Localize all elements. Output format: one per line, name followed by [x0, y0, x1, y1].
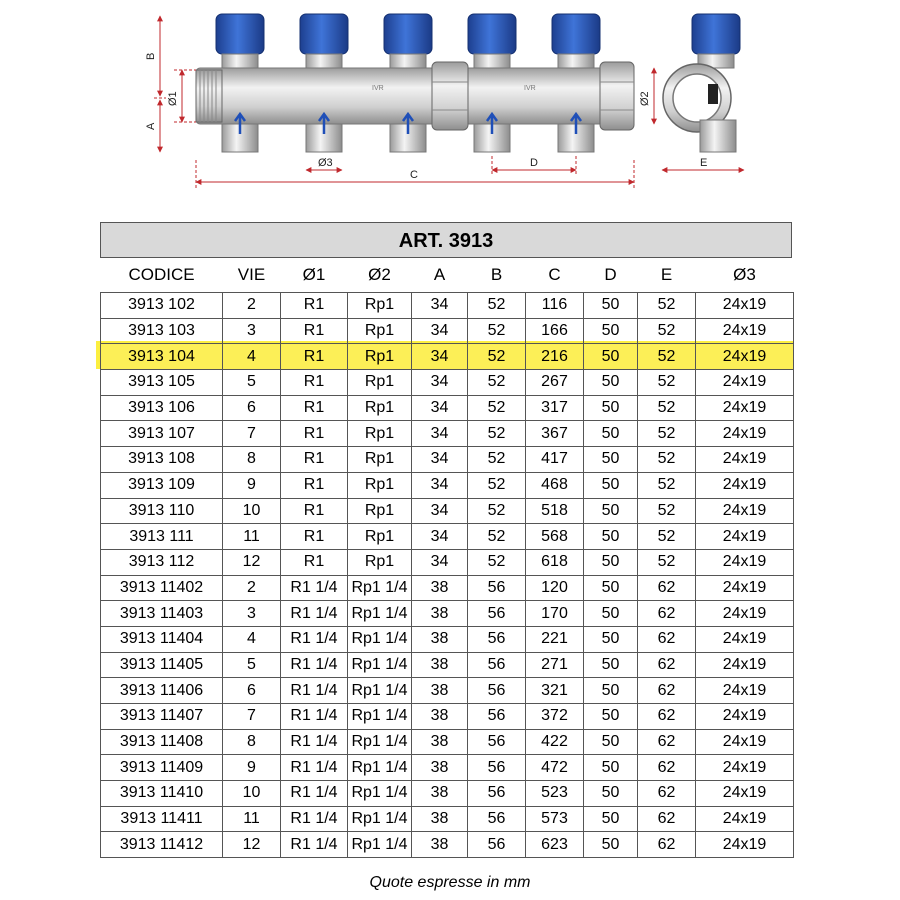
dim-label-b: B — [145, 52, 157, 60]
table-cell: Rp1 1/4 — [348, 601, 412, 627]
table-cell: 3913 11408 — [101, 729, 223, 755]
table-cell: 38 — [412, 755, 468, 781]
table-cell: 38 — [412, 729, 468, 755]
table-row — [101, 704, 794, 730]
table-cell: R1 — [281, 447, 348, 473]
table-cell: 623 — [526, 832, 584, 858]
table-cell: 3913 107 — [101, 421, 223, 447]
table-cell: 38 — [412, 652, 468, 678]
table-cell: Rp1 1/4 — [348, 704, 412, 730]
svg-text:IVR: IVR — [524, 85, 536, 92]
table-cell: 5 — [223, 652, 281, 678]
table-cell: 38 — [412, 704, 468, 730]
table-cell: 52 — [468, 395, 526, 421]
table-cell: 52 — [468, 293, 526, 319]
table-cell: 50 — [584, 806, 638, 832]
table-cell: 34 — [412, 318, 468, 344]
table-cell: 24x19 — [696, 678, 794, 704]
table-cell: 62 — [638, 755, 696, 781]
table-cell: 3913 102 — [101, 293, 223, 319]
table-cell: 62 — [638, 652, 696, 678]
table-cell: 3913 111 — [101, 524, 223, 550]
table-cell: 523 — [526, 781, 584, 807]
table-cell: 24x19 — [696, 575, 794, 601]
table-cell: 38 — [412, 678, 468, 704]
table-row — [101, 806, 794, 832]
table-cell: 24x19 — [696, 652, 794, 678]
table-cell: 62 — [638, 626, 696, 652]
table-cell: R1 1/4 — [281, 575, 348, 601]
table-cell: 372 — [526, 704, 584, 730]
table-cell: 38 — [412, 626, 468, 652]
table-cell: 52 — [468, 524, 526, 550]
table-cell: 9 — [223, 472, 281, 498]
table-cell: R1 1/4 — [281, 729, 348, 755]
table-cell: Rp1 — [348, 472, 412, 498]
table-cell: Rp1 1/4 — [348, 755, 412, 781]
table-cell: 518 — [526, 498, 584, 524]
table-cell: 56 — [468, 729, 526, 755]
table-cell: 7 — [223, 704, 281, 730]
table-cell: 24x19 — [696, 395, 794, 421]
table-cell: 24x19 — [696, 293, 794, 319]
table-cell: 12 — [223, 832, 281, 858]
table-cell: 50 — [584, 498, 638, 524]
table-cell: 24x19 — [696, 318, 794, 344]
table-cell: R1 — [281, 344, 348, 370]
table-cell: Rp1 1/4 — [348, 575, 412, 601]
table-cell: 3913 11407 — [101, 704, 223, 730]
table-cell: 50 — [584, 370, 638, 396]
table-row — [101, 626, 794, 652]
table-cell: 3913 106 — [101, 395, 223, 421]
table-row — [101, 447, 794, 473]
table-cell: 3913 11402 — [101, 575, 223, 601]
table-cell: R1 — [281, 472, 348, 498]
table-cell: 34 — [412, 395, 468, 421]
table-cell: Rp1 — [348, 344, 412, 370]
table-cell: 56 — [468, 678, 526, 704]
table-cell: 10 — [223, 498, 281, 524]
table-cell: 3913 105 — [101, 370, 223, 396]
table-cell: 56 — [468, 806, 526, 832]
table-cell: 3913 11405 — [101, 652, 223, 678]
table-cell: 166 — [526, 318, 584, 344]
table-cell: 317 — [526, 395, 584, 421]
table-cell: 34 — [412, 524, 468, 550]
table-cell: R1 — [281, 318, 348, 344]
table-cell: 3913 11403 — [101, 601, 223, 627]
table-cell: 3913 112 — [101, 549, 223, 575]
table-cell: 8 — [223, 447, 281, 473]
table-row — [101, 729, 794, 755]
table-cell: 52 — [468, 498, 526, 524]
table-cell: 56 — [468, 601, 526, 627]
table-cell: 38 — [412, 806, 468, 832]
table-cell: Rp1 1/4 — [348, 781, 412, 807]
table-cell: 120 — [526, 575, 584, 601]
table-cell: 24x19 — [696, 832, 794, 858]
table-cell: 62 — [638, 601, 696, 627]
table-cell: R1 — [281, 421, 348, 447]
table-cell: 38 — [412, 575, 468, 601]
table-cell: 62 — [638, 832, 696, 858]
table-row — [101, 370, 794, 396]
table-cell: Rp1 — [348, 498, 412, 524]
table-cell: 38 — [412, 601, 468, 627]
table-cell: 52 — [468, 549, 526, 575]
table-cell: 3 — [223, 318, 281, 344]
table-cell: 52 — [468, 344, 526, 370]
table-cell: R1 1/4 — [281, 652, 348, 678]
table-cell: 52 — [638, 421, 696, 447]
table-cell: 2 — [223, 293, 281, 319]
table-row — [101, 601, 794, 627]
table-cell: 52 — [638, 549, 696, 575]
table-cell: Rp1 1/4 — [348, 626, 412, 652]
table-cell: R1 — [281, 549, 348, 575]
table-row — [101, 781, 794, 807]
table-cell: 50 — [584, 832, 638, 858]
table-cell: Rp1 — [348, 447, 412, 473]
table-row — [101, 678, 794, 704]
table-row — [101, 575, 794, 601]
table-cell: 472 — [526, 755, 584, 781]
spec-table-container — [100, 222, 792, 858]
dim-label-e: E — [700, 157, 708, 169]
table-cell: 6 — [223, 678, 281, 704]
table-cell: 24x19 — [696, 781, 794, 807]
table-cell: R1 1/4 — [281, 806, 348, 832]
dim-label-d2: Ø2 — [639, 91, 651, 106]
table-cell: Rp1 — [348, 421, 412, 447]
table-cell: 56 — [468, 575, 526, 601]
table-cell: 52 — [468, 421, 526, 447]
header-d: D — [604, 265, 617, 284]
table-row — [101, 498, 794, 524]
table-cell: 618 — [526, 549, 584, 575]
table-cell: 52 — [638, 524, 696, 550]
table-cell: 3913 11404 — [101, 626, 223, 652]
table-cell: 573 — [526, 806, 584, 832]
table-cell: 56 — [468, 704, 526, 730]
table-cell: 3913 109 — [101, 472, 223, 498]
manifold-side-view — [663, 14, 740, 152]
dim-label-d1: Ø1 — [167, 91, 179, 106]
table-row — [101, 472, 794, 498]
table-cell: Rp1 1/4 — [348, 652, 412, 678]
table-cell: 34 — [412, 549, 468, 575]
table-row — [101, 549, 794, 575]
table-cell: 62 — [638, 781, 696, 807]
table-cell: 52 — [638, 447, 696, 473]
header-vie: VIE — [237, 265, 266, 284]
table-cell: 50 — [584, 472, 638, 498]
table-cell: 34 — [412, 472, 468, 498]
table-cell: 3913 11409 — [101, 755, 223, 781]
table-cell: R1 1/4 — [281, 678, 348, 704]
table-cell: 50 — [584, 652, 638, 678]
table-cell: 3913 11410 — [101, 781, 223, 807]
table-cell: 422 — [526, 729, 584, 755]
header-e: E — [660, 265, 673, 284]
table-cell: 34 — [412, 421, 468, 447]
table-cell: 52 — [468, 472, 526, 498]
table-cell: 116 — [526, 293, 584, 319]
table-cell: 24x19 — [696, 421, 794, 447]
header-d2: Ø2 — [368, 265, 391, 284]
table-cell: 3913 11406 — [101, 678, 223, 704]
table-cell: 62 — [638, 704, 696, 730]
table-cell: 50 — [584, 421, 638, 447]
table-cell: R1 — [281, 395, 348, 421]
table-cell: R1 — [281, 293, 348, 319]
table-title: ART. 3913 — [100, 222, 792, 258]
table-cell: 50 — [584, 575, 638, 601]
table-cell: Rp1 1/4 — [348, 832, 412, 858]
table-row — [101, 652, 794, 678]
table-row — [101, 832, 794, 858]
table-cell: 34 — [412, 370, 468, 396]
table-cell: 321 — [526, 678, 584, 704]
header-b: B — [490, 265, 503, 284]
table-cell: 24x19 — [696, 806, 794, 832]
table-cell: 267 — [526, 370, 584, 396]
table-cell: 52 — [638, 395, 696, 421]
table-cell: 50 — [584, 395, 638, 421]
table-cell: 24x19 — [696, 344, 794, 370]
table-cell: 38 — [412, 832, 468, 858]
table-cell: 34 — [412, 293, 468, 319]
table-cell: 24x19 — [696, 729, 794, 755]
spec-table — [100, 258, 794, 858]
table-cell: 50 — [584, 781, 638, 807]
table-cell: 52 — [638, 318, 696, 344]
header-d3: Ø3 — [733, 265, 756, 284]
table-cell: Rp1 1/4 — [348, 729, 412, 755]
table-cell: 24x19 — [696, 447, 794, 473]
table-cell: 5 — [223, 370, 281, 396]
table-cell: 50 — [584, 729, 638, 755]
table-cell: 62 — [638, 678, 696, 704]
table-cell: 3913 11411 — [101, 806, 223, 832]
table-cell: 24x19 — [696, 472, 794, 498]
table-cell: 12 — [223, 549, 281, 575]
table-cell: Rp1 — [348, 524, 412, 550]
table-body — [101, 293, 794, 858]
table-cell: 52 — [468, 318, 526, 344]
footnote: Quote espresse in mm — [369, 874, 531, 891]
table-cell: 468 — [526, 472, 584, 498]
table-cell: 271 — [526, 652, 584, 678]
table-cell: 50 — [584, 318, 638, 344]
table-cell: 367 — [526, 421, 584, 447]
table-cell: 50 — [584, 601, 638, 627]
header-d1: Ø1 — [302, 265, 326, 284]
table-cell: R1 — [281, 498, 348, 524]
table-cell: 24x19 — [696, 755, 794, 781]
table-cell: 52 — [468, 447, 526, 473]
table-cell: R1 — [281, 524, 348, 550]
table-cell: 11 — [223, 524, 281, 550]
svg-text:IVR: IVR — [372, 85, 384, 92]
table-cell: 4 — [223, 344, 281, 370]
table-cell: 50 — [584, 447, 638, 473]
table-cell: 11 — [223, 806, 281, 832]
table-cell: Rp1 — [348, 549, 412, 575]
table-cell: Rp1 1/4 — [348, 678, 412, 704]
table-cell: 4 — [223, 626, 281, 652]
table-row — [101, 318, 794, 344]
table-cell: 24x19 — [696, 498, 794, 524]
table-cell: 3 — [223, 601, 281, 627]
table-cell: 24x19 — [696, 524, 794, 550]
table-cell: 9 — [223, 755, 281, 781]
table-cell: 170 — [526, 601, 584, 627]
table-cell: 50 — [584, 344, 638, 370]
table-cell: 56 — [468, 755, 526, 781]
table-cell: 34 — [412, 344, 468, 370]
table-cell: 50 — [584, 524, 638, 550]
table-cell: R1 1/4 — [281, 626, 348, 652]
dim-label-d: D — [530, 157, 538, 169]
table-cell: Rp1 — [348, 370, 412, 396]
table-cell: 62 — [638, 575, 696, 601]
table-cell: 417 — [526, 447, 584, 473]
header-c: C — [548, 265, 561, 284]
table-cell: 56 — [468, 832, 526, 858]
manifold-body — [196, 62, 634, 130]
table-cell: 50 — [584, 755, 638, 781]
table-cell: 3913 108 — [101, 447, 223, 473]
table-cell: R1 1/4 — [281, 704, 348, 730]
table-cell: Rp1 — [348, 318, 412, 344]
table-cell: 3913 104 — [101, 344, 223, 370]
table-cell: 6 — [223, 395, 281, 421]
table-cell: 34 — [412, 498, 468, 524]
table-cell: R1 1/4 — [281, 832, 348, 858]
table-cell: 50 — [584, 678, 638, 704]
table-cell: 3913 11412 — [101, 832, 223, 858]
table-cell: 52 — [638, 344, 696, 370]
table-cell: 24x19 — [696, 549, 794, 575]
table-cell: 38 — [412, 781, 468, 807]
table-row — [101, 755, 794, 781]
table-cell: 24x19 — [696, 704, 794, 730]
table-cell: 50 — [584, 626, 638, 652]
table-row — [101, 344, 794, 370]
manifold-technical-drawing — [0, 0, 900, 210]
table-cell: 56 — [468, 626, 526, 652]
table-row — [101, 293, 794, 319]
table-cell: Rp1 — [348, 395, 412, 421]
table-cell: Rp1 — [348, 293, 412, 319]
table-cell: R1 1/4 — [281, 755, 348, 781]
table-cell: R1 1/4 — [281, 601, 348, 627]
table-cell: 3913 103 — [101, 318, 223, 344]
table-cell: 34 — [412, 447, 468, 473]
table-row — [101, 524, 794, 550]
header-codice: CODICE — [128, 265, 195, 284]
table-cell: 52 — [638, 498, 696, 524]
table-cell: 221 — [526, 626, 584, 652]
table-header-row — [101, 258, 794, 293]
dim-label-a: A — [145, 122, 157, 130]
table-cell: Rp1 1/4 — [348, 806, 412, 832]
table-cell: 24x19 — [696, 601, 794, 627]
table-cell: 50 — [584, 704, 638, 730]
table-cell: 50 — [584, 293, 638, 319]
table-row — [101, 395, 794, 421]
table-cell: 8 — [223, 729, 281, 755]
table-cell: 568 — [526, 524, 584, 550]
table-cell: 24x19 — [696, 370, 794, 396]
table-cell: 52 — [638, 293, 696, 319]
table-cell: 24x19 — [696, 626, 794, 652]
header-a: A — [433, 265, 446, 284]
table-cell: 52 — [638, 370, 696, 396]
table-cell: 7 — [223, 421, 281, 447]
table-cell: 62 — [638, 729, 696, 755]
table-cell: 2 — [223, 575, 281, 601]
table-cell: 62 — [638, 806, 696, 832]
table-cell: R1 1/4 — [281, 781, 348, 807]
table-cell: 52 — [468, 370, 526, 396]
table-cell: 10 — [223, 781, 281, 807]
table-cell: 216 — [526, 344, 584, 370]
table-cell: 56 — [468, 652, 526, 678]
dim-label-c: C — [410, 169, 418, 181]
table-cell: R1 — [281, 370, 348, 396]
dim-label-d3: Ø3 — [318, 157, 333, 169]
table-cell: 56 — [468, 781, 526, 807]
table-row — [101, 421, 794, 447]
table-cell: 50 — [584, 549, 638, 575]
table-cell: 3913 110 — [101, 498, 223, 524]
table-cell: 52 — [638, 472, 696, 498]
